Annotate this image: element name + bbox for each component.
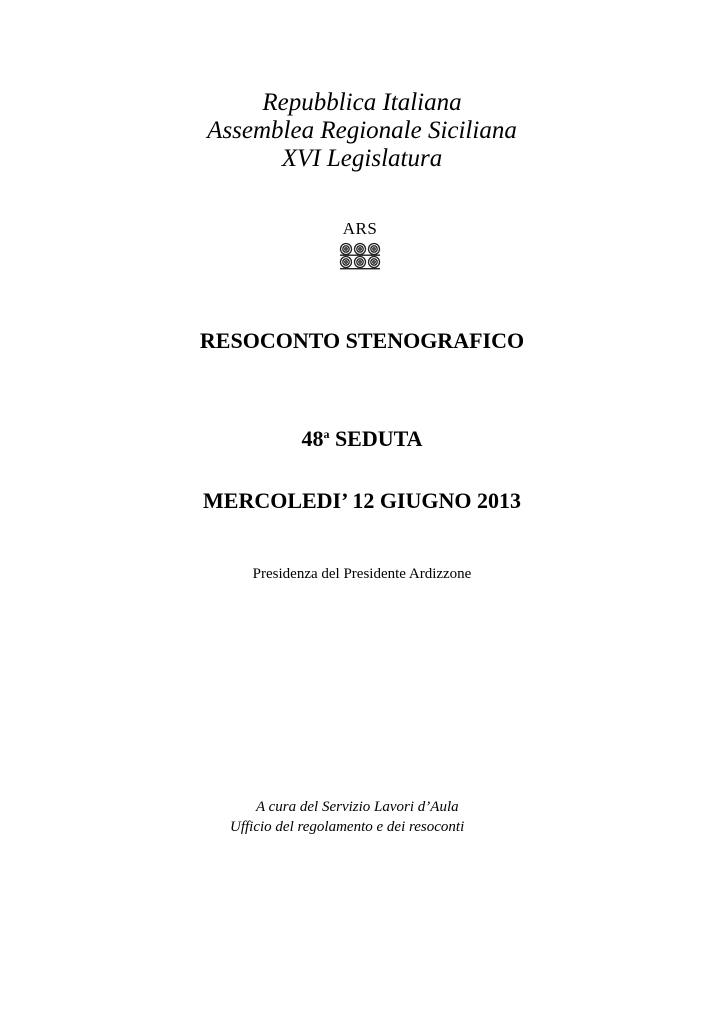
- session-heading: [0, 426, 724, 452]
- footer-office-line: Ufficio del regolamento e dei resoconti: [230, 819, 465, 835]
- session-date: MERCOLEDI’ 12 GIUGNO 2013: [203, 488, 521, 513]
- ars-logo-text: ARS: [342, 219, 378, 238]
- session-label: SEDUTA: [334, 426, 423, 451]
- ars-logo: [334, 220, 386, 272]
- ars-spiral-emblem-icon: [338, 242, 382, 270]
- presidency-line: Presidenza del Presidente Ardizzone: [252, 566, 472, 582]
- session-number: 48: [301, 426, 324, 451]
- header-line-republic: Repubblica Italiana: [262, 89, 462, 116]
- document-title: RESOCONTO STENOGRAFICO: [199, 328, 525, 353]
- footer-service-line: A cura del Servizio Lavori d’Aula: [256, 799, 459, 815]
- header-line-legislature: XVI Legislatura: [281, 145, 443, 172]
- header-line-assembly: Assemblea Regionale Siciliana: [207, 117, 517, 144]
- session-ordinal-suffix: a: [323, 427, 330, 441]
